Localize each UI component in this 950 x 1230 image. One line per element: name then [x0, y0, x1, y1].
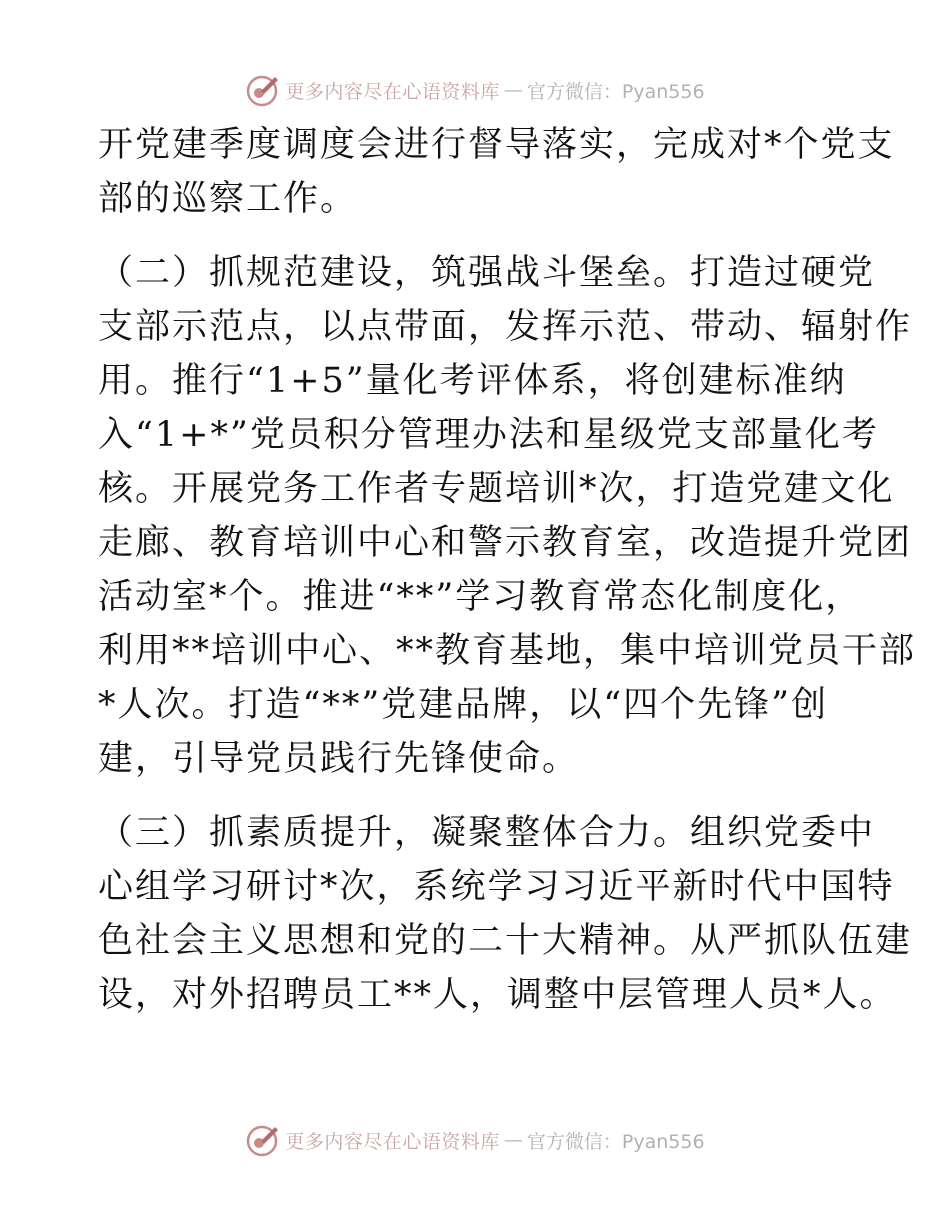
text-line: 支部示范点，以点带面，发挥示范、带动、辐射作	[98, 307, 913, 347]
watermark-wechat: 官方微信：Pyan556	[526, 1130, 705, 1153]
paragraph-1	[98, 118, 895, 226]
paragraph-3	[98, 806, 913, 1022]
watermark-text: 更多内容尽在心语资料库	[285, 80, 500, 103]
text-line: 心组学习研讨*次，系统学习习近平新时代中国特	[98, 867, 895, 907]
text-line: 色社会主义思想和党的二十大精神。从严抓队伍建	[98, 921, 913, 961]
text-line: 建，引导党员践行先锋使命。	[98, 739, 580, 779]
text-line: （三）抓素质提升，凝聚整体合力。组织党委中	[98, 813, 876, 853]
text-line: 开党建季度调度会进行督导落实，完成对*个党支	[98, 125, 895, 165]
text-line: 核。开展党务工作者专题培训*次，打造党建文化	[98, 469, 895, 509]
watermark-dash: —	[503, 1129, 523, 1151]
watermark-wechat: 官方微信：Pyan556	[526, 80, 705, 103]
text-line: *人次。打造“**”党建品牌，以“四个先锋”创	[98, 685, 829, 725]
watermark-header	[0, 70, 950, 110]
text-line: 走廊、教育培训中心和警示教育室，改造提升党团	[98, 523, 913, 563]
pen-logo-icon	[245, 1122, 281, 1158]
text-line: （二）抓规范建设，筑强战斗堡垒。打造过硬党	[98, 253, 876, 293]
text-line: 用。推行“1+5”量化考评体系，将创建标准纳	[98, 361, 847, 401]
text-line: 设，对外招聘员工**人，调整中层管理人员*人。	[98, 975, 897, 1015]
pen-logo-icon	[245, 72, 281, 108]
watermark-dash: —	[503, 79, 523, 101]
watermark-footer	[0, 1120, 950, 1160]
watermark-text: 更多内容尽在心语资料库	[285, 1130, 500, 1153]
text-line: 入“1+*”党员积分管理办法和星级党支部量化考	[98, 415, 879, 455]
text-line: 活动室*个。推进“**”学习教育常态化制度化，	[98, 577, 863, 617]
text-line: 利用**培训中心、**教育基地，集中培训党员干部	[98, 631, 917, 671]
document-body	[98, 118, 917, 1022]
paragraph-2	[98, 246, 917, 786]
text-line: 部的巡察工作。	[98, 179, 358, 219]
